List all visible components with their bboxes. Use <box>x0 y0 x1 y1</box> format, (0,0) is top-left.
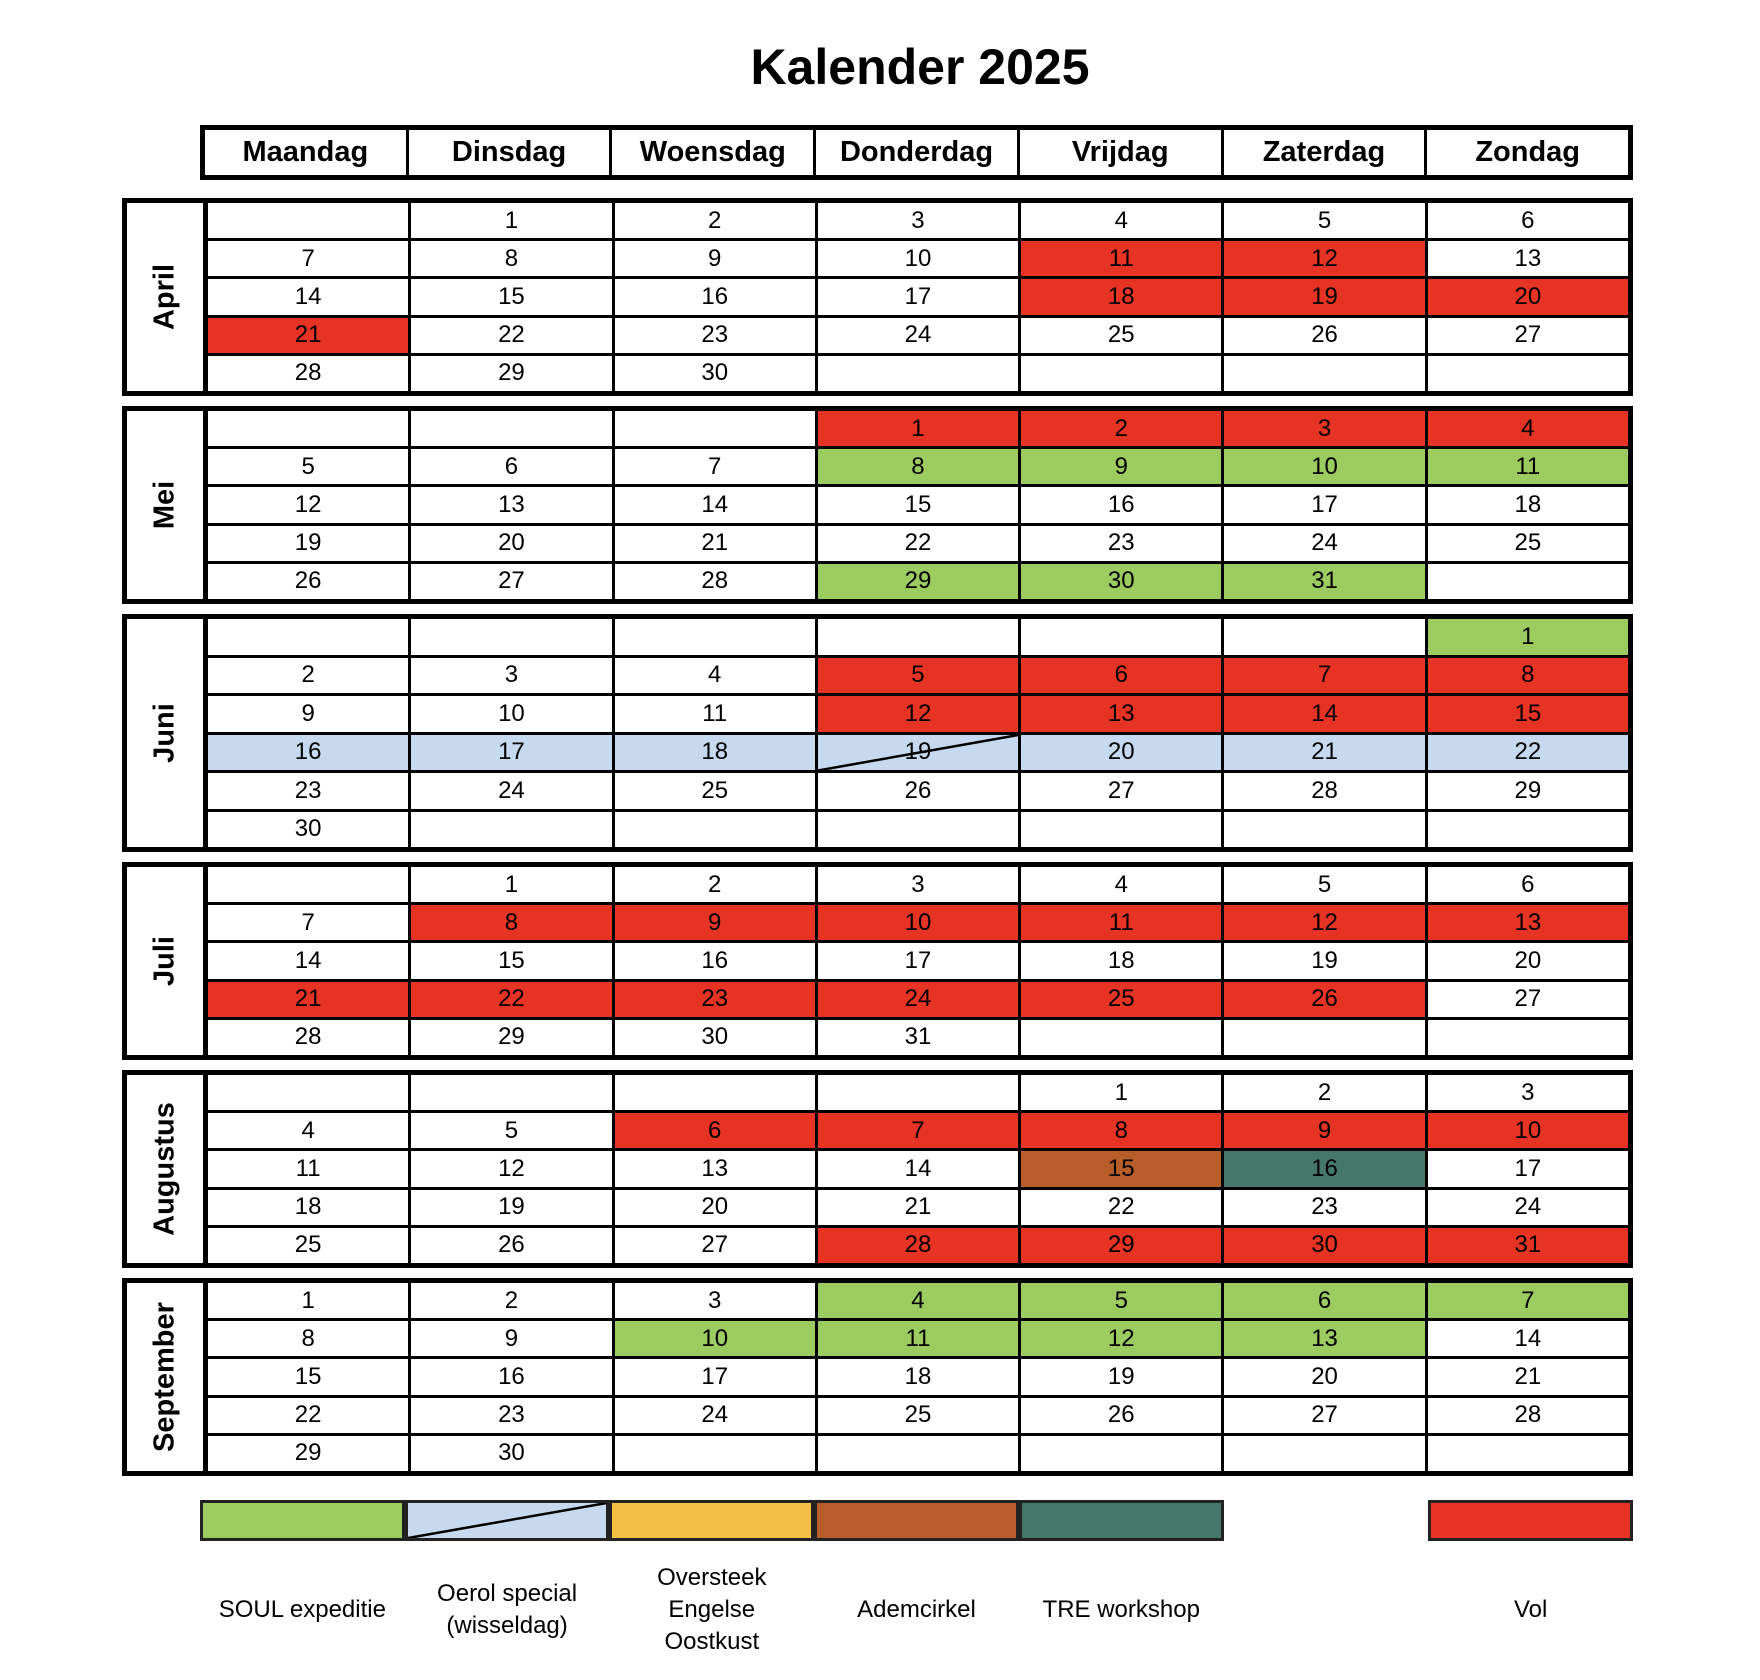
day-cell: 24 <box>1224 526 1427 561</box>
day-cell: 7 <box>818 1113 1021 1148</box>
day-cell: 17 <box>615 1359 818 1394</box>
day-cell: 15 <box>411 943 614 978</box>
week-row <box>208 318 1628 356</box>
day-cell: 5 <box>411 1113 614 1148</box>
empty-cell <box>1224 356 1427 391</box>
legend-label: SOUL expeditie <box>218 1596 386 1623</box>
day-cell: 12 <box>1224 241 1427 276</box>
day-cell: 24 <box>1514 1193 1542 1221</box>
day-cell: 18 <box>818 1359 1021 1394</box>
legend-swatch <box>814 1500 1019 1541</box>
day-cell: 27 <box>1224 1398 1427 1433</box>
day-cell: 26 <box>1224 318 1427 353</box>
day-cell: 3 <box>818 203 1021 238</box>
week-row <box>208 241 1628 279</box>
day-cell: 17 <box>818 279 1021 314</box>
empty-cell <box>1428 356 1628 391</box>
day-cell: 6 <box>615 1113 818 1148</box>
day-cell: 28 <box>208 1020 411 1055</box>
week-row <box>208 1020 1628 1055</box>
empty-cell <box>818 356 1021 391</box>
day-cell: 3 <box>615 1283 818 1318</box>
day-cell: 10 <box>411 696 614 732</box>
day-cell: 3 <box>818 867 1021 902</box>
day-cell: 29 <box>208 1436 411 1471</box>
week-row <box>208 696 1628 735</box>
day-cell: 18 <box>615 735 818 771</box>
day-cell: 31 <box>818 1020 1021 1055</box>
day-cell: 15 <box>1021 1151 1224 1186</box>
empty-cell <box>208 203 411 238</box>
day-cell: 2 <box>411 1283 614 1318</box>
day-cell: 25 <box>208 1228 411 1263</box>
day-cell: 19 <box>1021 1359 1224 1394</box>
month-label: Juli <box>127 867 208 1055</box>
week-row <box>208 356 1628 391</box>
empty-cell <box>208 411 411 446</box>
day-cell: 4 <box>615 658 818 694</box>
day-cell: 7 <box>208 905 411 940</box>
day-cell: 7 <box>1428 1283 1628 1318</box>
day-cell: 8 <box>208 1321 411 1356</box>
day-cell: 10 <box>1224 449 1427 484</box>
day-cell: 15 <box>411 279 614 314</box>
empty-cell <box>818 812 1021 848</box>
legend-swatch <box>405 1500 610 1541</box>
day-cell: 2 <box>208 658 411 694</box>
day-cell: 16 <box>1021 487 1224 522</box>
week-row <box>208 1283 1628 1321</box>
month-juli <box>122 862 1633 1060</box>
day-cell: 23 <box>411 1398 614 1433</box>
day-cell: 12 <box>411 1151 614 1186</box>
empty-cell <box>1428 812 1628 848</box>
day-cell: 2 <box>1021 411 1224 446</box>
day-cell: 26 <box>208 564 411 599</box>
day-cell: 1 <box>411 867 614 902</box>
day-cell: 6 <box>411 449 614 484</box>
week-row <box>208 1151 1628 1189</box>
day-cell: 11 <box>818 1321 1021 1356</box>
empty-cell <box>1224 1020 1427 1055</box>
day-cell: 17 <box>818 943 1021 978</box>
day-cell: 29 <box>1021 1228 1224 1263</box>
day-cell: 4 <box>1021 203 1224 238</box>
day-cell: 16 <box>1224 1151 1427 1186</box>
day-cell: 11 <box>208 1151 411 1186</box>
empty-cell <box>411 1075 614 1110</box>
month-september <box>122 1278 1633 1476</box>
day-cell: 30 <box>411 1436 614 1471</box>
empty-cell <box>208 867 411 902</box>
week-row <box>208 1113 1628 1151</box>
day-cell: 13 <box>1224 1321 1427 1356</box>
day-cell: 8 <box>411 241 614 276</box>
legend-swatch <box>1224 1500 1429 1541</box>
day-cell: 1 <box>818 411 1021 446</box>
day-cell: 25 <box>1514 529 1542 557</box>
empty-cell <box>411 619 614 655</box>
day-cell: 14 <box>615 487 818 522</box>
week-row <box>208 658 1628 697</box>
legend-swatch <box>1019 1500 1224 1541</box>
legend-item <box>814 1500 1019 1623</box>
day-cell: 12 <box>208 487 411 522</box>
day-cell: 20 <box>615 1190 818 1225</box>
month-label: September <box>127 1283 208 1471</box>
day-cell: 27 <box>1514 321 1542 349</box>
day-cell: 17 <box>1514 1155 1542 1182</box>
day-cell: 14 <box>1514 1324 1542 1352</box>
day-cell: 11 <box>1021 241 1224 276</box>
day-cell: 9 <box>411 1321 614 1356</box>
day-cell: 2 <box>1224 1075 1427 1110</box>
day-cell: 19 <box>1224 943 1427 978</box>
day-cell: 24 <box>411 773 614 809</box>
legend-label: Oversteek Engelse Oostkust <box>657 1564 767 1655</box>
day-cell: 3 <box>1224 411 1427 446</box>
day-cell: 4 <box>1021 867 1224 902</box>
day-cell: 13 <box>1428 905 1628 940</box>
day-cell: 21 <box>615 526 818 561</box>
empty-cell <box>1224 812 1427 848</box>
week-row <box>208 773 1628 812</box>
month-augustus <box>122 1070 1633 1268</box>
day-cell: 21 <box>208 982 411 1017</box>
day-cell: 8 <box>411 905 614 940</box>
day-cell: 25 <box>818 1398 1021 1433</box>
day-cell: 14 <box>208 279 411 314</box>
day-cell: 14 <box>818 1151 1021 1186</box>
day-cell: 31 <box>1428 1228 1628 1263</box>
day-cell: 18 <box>1514 491 1542 518</box>
day-cell: 29 <box>818 564 1021 599</box>
empty-cell <box>818 619 1021 655</box>
week-row <box>208 1436 1628 1471</box>
weekday-header-vrijdag: Vrijdag <box>1020 130 1224 175</box>
empty-cell <box>615 411 818 446</box>
day-cell: 25 <box>1021 982 1224 1017</box>
week-row <box>208 943 1628 981</box>
day-cell: 20 <box>1428 279 1628 314</box>
empty-cell <box>1021 619 1224 655</box>
legend-label: Vol <box>1513 1596 1548 1623</box>
empty-cell <box>411 411 614 446</box>
day-cell: 18 <box>1021 279 1224 314</box>
empty-cell <box>1021 1436 1224 1471</box>
day-cell: 30 <box>1224 1228 1427 1263</box>
legend-swatch <box>200 1500 405 1541</box>
day-cell: 29 <box>411 1020 614 1055</box>
day-cell: 22 <box>1428 735 1628 771</box>
day-cell: 19 <box>411 1190 614 1225</box>
day-cell: 16 <box>411 1359 614 1394</box>
empty-cell <box>1428 564 1628 599</box>
legend-swatch <box>609 1500 814 1541</box>
empty-cell <box>208 1075 411 1110</box>
day-cell: 1 <box>1021 1075 1224 1110</box>
day-cell: 11 <box>1021 905 1224 940</box>
day-cell: 16 <box>208 735 411 771</box>
day-cell: 13 <box>1021 696 1224 732</box>
day-cell: 13 <box>615 1151 818 1186</box>
day-cell: 28 <box>208 356 411 391</box>
day-cell: 7 <box>208 241 411 276</box>
day-cell: 1 <box>411 203 614 238</box>
day-cell: 31 <box>1224 564 1427 599</box>
week-row <box>208 526 1628 564</box>
day-cell: 2 <box>615 867 818 902</box>
day-cell: 22 <box>1021 1190 1224 1225</box>
week-row <box>208 1321 1628 1359</box>
day-cell: 30 <box>615 1020 818 1055</box>
week-row <box>208 203 1628 241</box>
day-cell: 24 <box>818 318 1021 353</box>
day-cell: 14 <box>1224 696 1427 732</box>
legend-item <box>405 1500 610 1639</box>
legend-label <box>1214 1560 1439 1660</box>
day-cell: 12 <box>1021 1321 1224 1356</box>
day-cell: 17 <box>411 735 614 771</box>
day-cell: 8 <box>1021 1113 1224 1148</box>
day-cell: 28 <box>818 1228 1021 1263</box>
weekday-header-zaterdag: Zaterdag <box>1224 130 1428 175</box>
week-row <box>208 1228 1628 1263</box>
day-cell: 11 <box>1428 449 1628 484</box>
day-cell: 30 <box>1021 564 1224 599</box>
legend-item <box>1019 1500 1224 1623</box>
day-cell: 27 <box>1514 985 1542 1013</box>
empty-cell <box>1021 356 1224 391</box>
day-cell: 21 <box>1224 735 1427 771</box>
legend-label: Ademcirkel <box>857 1596 976 1623</box>
month-mei <box>122 406 1633 604</box>
empty-cell <box>411 812 614 848</box>
day-cell: 5 <box>818 658 1021 694</box>
day-cell: 27 <box>411 564 614 599</box>
day-cell: 23 <box>615 982 818 1017</box>
day-cell: 23 <box>1021 526 1224 561</box>
day-cell: 23 <box>208 773 411 809</box>
day-cell: 9 <box>1224 1113 1427 1148</box>
day-cell: 3 <box>1521 1078 1535 1106</box>
empty-cell <box>1224 1436 1427 1471</box>
weekday-header-dinsdag: Dinsdag <box>409 130 613 175</box>
day-cell: 5 <box>1224 867 1427 902</box>
month-april <box>122 198 1633 396</box>
day-cell: 8 <box>1428 658 1628 694</box>
month-label: Augustus <box>127 1075 208 1263</box>
weekday-header-woensdag: Woensdag <box>612 130 816 175</box>
week-row <box>208 812 1628 848</box>
day-cell: 20 <box>1224 1359 1427 1394</box>
day-cell: 6 <box>1224 1283 1427 1318</box>
day-cell: 17 <box>1224 487 1427 522</box>
empty-cell <box>1021 812 1224 848</box>
weekday-header-donderdag: Donderdag <box>816 130 1020 175</box>
day-cell: 30 <box>615 356 818 391</box>
day-cell: 21 <box>208 318 411 353</box>
empty-cell <box>1224 619 1427 655</box>
day-cell: 28 <box>1224 773 1427 809</box>
day-cell: 8 <box>818 449 1021 484</box>
week-row <box>208 1398 1628 1436</box>
day-cell: 5 <box>1021 1283 1224 1318</box>
day-cell: 22 <box>818 526 1021 561</box>
month-label: Juni <box>127 619 208 847</box>
day-cell: 22 <box>411 318 614 353</box>
week-row <box>208 1359 1628 1397</box>
empty-cell <box>818 1075 1021 1110</box>
day-cell: 23 <box>615 318 818 353</box>
empty-cell <box>615 1436 818 1471</box>
weekday-header <box>200 125 1633 180</box>
week-row <box>208 279 1628 317</box>
week-row <box>208 982 1628 1020</box>
day-cell: 4 <box>208 1113 411 1148</box>
empty-cell <box>615 619 818 655</box>
day-cell: 15 <box>208 1359 411 1394</box>
day-cell: 22 <box>208 1398 411 1433</box>
day-cell: 24 <box>615 1398 818 1433</box>
day-cell: 4 <box>1428 411 1628 446</box>
weekday-header-maandag: Maandag <box>205 130 409 175</box>
day-cell: 1 <box>208 1283 411 1318</box>
day-cell: 22 <box>411 982 614 1017</box>
week-row <box>208 564 1628 599</box>
week-row <box>208 867 1628 905</box>
day-cell: 10 <box>818 241 1021 276</box>
day-cell: 7 <box>1224 658 1427 694</box>
empty-cell <box>615 812 818 848</box>
day-cell: 9 <box>1021 449 1224 484</box>
day-cell: 10 <box>615 1321 818 1356</box>
day-cell: 21 <box>818 1190 1021 1225</box>
day-cell: 6 <box>1521 206 1535 234</box>
day-cell: 19 <box>208 526 411 561</box>
day-cell: 26 <box>818 773 1021 809</box>
empty-cell <box>1428 1436 1628 1471</box>
day-cell: 28 <box>1514 1401 1542 1429</box>
month-label: Mei <box>127 411 208 599</box>
empty-cell <box>208 619 411 655</box>
day-cell: 7 <box>615 449 818 484</box>
day-cell: 6 <box>1021 658 1224 694</box>
day-cell: 12 <box>1224 905 1427 940</box>
day-cell: 15 <box>818 487 1021 522</box>
day-cell: 26 <box>1224 982 1427 1017</box>
legend-label: TRE workshop <box>1042 1596 1200 1623</box>
legend-item <box>609 1500 814 1655</box>
week-row <box>208 411 1628 449</box>
legend <box>200 1500 1633 1655</box>
day-cell: 28 <box>615 564 818 599</box>
day-cell: 10 <box>818 905 1021 940</box>
day-cell: 26 <box>411 1228 614 1263</box>
day-cell: 23 <box>1224 1190 1427 1225</box>
day-cell: 30 <box>208 812 411 848</box>
day-cell: 16 <box>615 279 818 314</box>
day-cell: 24 <box>818 982 1021 1017</box>
day-cell: 15 <box>1428 696 1628 732</box>
empty-cell <box>1428 1020 1628 1055</box>
week-row <box>208 449 1628 487</box>
day-cell: 27 <box>1021 773 1224 809</box>
day-cell: 20 <box>1514 947 1542 974</box>
day-cell: 25 <box>1021 318 1224 353</box>
week-row <box>208 1190 1628 1228</box>
week-row <box>208 735 1628 774</box>
day-cell: 9 <box>208 696 411 732</box>
day-cell: 26 <box>1021 1398 1224 1433</box>
day-cell: 6 <box>1521 870 1535 898</box>
legend-swatch <box>1428 1500 1633 1541</box>
week-row <box>208 487 1628 525</box>
empty-cell <box>818 1436 1021 1471</box>
week-row <box>208 1075 1628 1113</box>
day-cell: 12 <box>818 696 1021 732</box>
day-cell: 1 <box>1428 619 1628 655</box>
day-cell: 29 <box>1514 776 1542 804</box>
legend-item <box>1428 1500 1633 1623</box>
day-cell: 20 <box>1021 735 1224 771</box>
day-cell: 19 <box>818 735 1021 771</box>
day-cell: 11 <box>615 696 818 732</box>
day-cell: 9 <box>615 905 818 940</box>
day-cell: 13 <box>411 487 614 522</box>
day-cell: 9 <box>615 241 818 276</box>
legend-spacer <box>1224 1500 1429 1541</box>
month-juni <box>122 614 1633 852</box>
day-cell: 20 <box>411 526 614 561</box>
week-row <box>208 905 1628 943</box>
day-cell: 13 <box>1514 244 1542 272</box>
day-cell: 5 <box>1224 203 1427 238</box>
week-row <box>208 619 1628 658</box>
legend-item <box>200 1500 405 1623</box>
empty-cell <box>1021 1020 1224 1055</box>
day-cell: 27 <box>615 1228 818 1263</box>
day-cell: 3 <box>411 658 614 694</box>
day-cell: 16 <box>615 943 818 978</box>
day-cell: 25 <box>615 773 818 809</box>
day-cell: 14 <box>208 943 411 978</box>
day-cell: 18 <box>208 1190 411 1225</box>
day-cell: 2 <box>615 203 818 238</box>
legend-label: Oerol special (wisseldag) <box>437 1580 578 1639</box>
day-cell: 21 <box>1514 1363 1542 1390</box>
weekday-header-zondag: Zondag <box>1475 136 1581 168</box>
day-cell: 10 <box>1428 1113 1628 1148</box>
day-cell: 5 <box>208 449 411 484</box>
day-cell: 4 <box>818 1283 1021 1318</box>
day-cell: 29 <box>411 356 614 391</box>
month-label: April <box>127 203 208 391</box>
day-cell: 18 <box>1021 943 1224 978</box>
page-title: Kalender 2025 <box>750 39 1090 95</box>
empty-cell <box>615 1075 818 1110</box>
day-cell: 19 <box>1224 279 1427 314</box>
